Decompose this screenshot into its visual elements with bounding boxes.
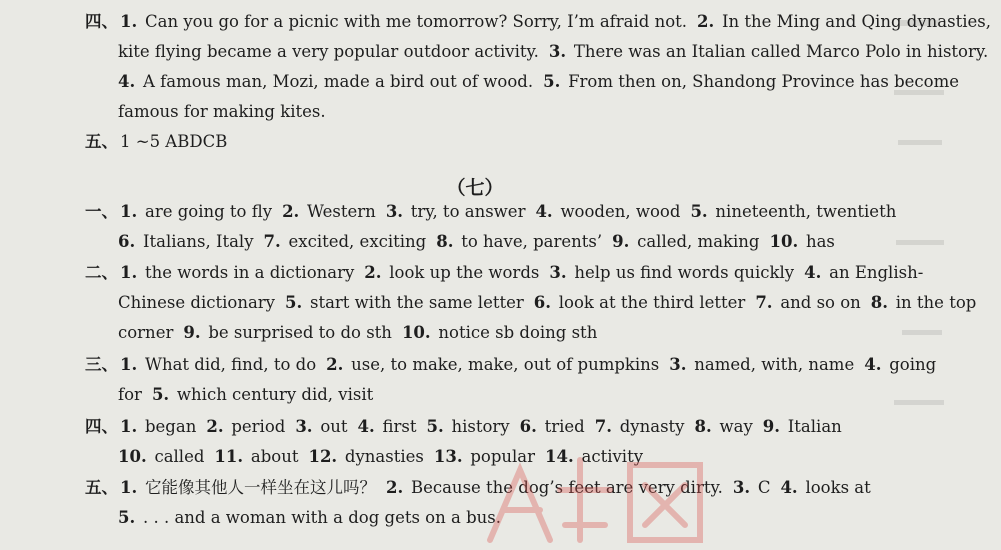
- item-number: 1.: [120, 12, 143, 31]
- item-number: 4.: [864, 355, 888, 374]
- answer-item: [697, 12, 991, 31]
- item-text: Can you go for a picnic with me tomorrow? Sorry, I’m afraid not.: [144, 12, 688, 31]
- answer-item: [118, 102, 326, 121]
- item-text: about: [250, 447, 299, 466]
- item-text: way: [719, 417, 753, 436]
- item-number: 2.: [697, 12, 720, 31]
- answer-item: [120, 263, 354, 282]
- answer-item: [118, 447, 204, 466]
- answer-line: [85, 417, 938, 437]
- item-number: 4.: [357, 417, 381, 436]
- item-text: Because the dog’s feet are very dirty.: [410, 478, 723, 497]
- item-text: 它能像其他人一样坐在这儿吗？: [144, 478, 376, 497]
- item-number: 2.: [364, 263, 388, 282]
- answer-item: [358, 417, 417, 436]
- item-text: nineteenth, twentieth: [715, 202, 897, 221]
- item-text: going: [889, 355, 937, 374]
- item-text: kite flying became a very popular outdoor activity.: [118, 42, 539, 61]
- item-number: 6.: [519, 417, 543, 436]
- item-number: 10.: [118, 447, 153, 466]
- item-text: notice sb doing sth: [438, 323, 598, 342]
- answer-line: [118, 385, 938, 405]
- section-label: 二、: [85, 263, 118, 282]
- item-number: 5.: [151, 385, 175, 404]
- answer-line: [85, 263, 938, 283]
- item-text: help us find words quickly: [574, 263, 795, 282]
- answer-item: [120, 132, 227, 151]
- section-label: 一、: [85, 202, 118, 221]
- item-text: Italian: [787, 417, 842, 436]
- item-text: In the Ming and Qing dynasties,: [722, 12, 991, 31]
- answer-line: [85, 12, 991, 32]
- answer-item: [534, 293, 746, 312]
- answer-item: [295, 417, 347, 436]
- item-number: 8.: [436, 232, 460, 251]
- item-text: the words in a dictionary: [144, 263, 355, 282]
- answer-item: [120, 12, 687, 31]
- answer-item: [118, 293, 275, 312]
- item-number: 6.: [533, 293, 557, 312]
- answer-line: [118, 72, 959, 92]
- item-number: 9.: [183, 323, 207, 342]
- item-number: 2.: [282, 202, 306, 221]
- item-text: dynasty: [619, 417, 685, 436]
- answer-item: [118, 72, 533, 91]
- item-number: 4.: [118, 72, 141, 91]
- answer-line: [85, 202, 938, 222]
- item-text: in the top: [895, 293, 977, 312]
- item-number: 6.: [118, 232, 141, 251]
- answer-item: [804, 263, 923, 282]
- answer-item: [733, 478, 771, 497]
- item-number: 8.: [694, 417, 718, 436]
- item-text: to have, parents’: [461, 232, 603, 251]
- answer-item: [152, 385, 373, 404]
- answer-item: [282, 202, 376, 221]
- item-number: 3.: [385, 202, 409, 221]
- answer-item: [118, 42, 539, 61]
- answer-line: [118, 293, 977, 313]
- item-number: 5.: [285, 293, 308, 312]
- answer-item: [549, 263, 794, 282]
- answer-item: [763, 417, 842, 436]
- answer-item: [386, 478, 723, 497]
- item-number: 2.: [385, 478, 409, 497]
- item-text: for: [118, 385, 142, 404]
- section-label: 五、: [85, 478, 118, 497]
- item-text: which century did, visit: [176, 385, 374, 404]
- item-number: 9.: [612, 232, 636, 251]
- item-number: 5.: [690, 202, 714, 221]
- answer-item: [120, 417, 196, 436]
- answer-item: [545, 447, 643, 466]
- item-text: There was an Italian called Marco Polo in history.: [573, 42, 989, 61]
- answer-item: [434, 447, 535, 466]
- answer-item: [118, 232, 254, 251]
- answer-item: [871, 293, 977, 312]
- item-number: 7.: [755, 293, 779, 312]
- item-number: 7.: [263, 232, 287, 251]
- item-number: 1.: [120, 355, 143, 374]
- item-text: looks at: [805, 478, 871, 497]
- item-text: use, to make, make, out of pumpkins: [351, 355, 660, 374]
- item-text: Western: [307, 202, 376, 221]
- item-text: start with the same letter: [309, 293, 524, 312]
- answer-item: [118, 385, 142, 404]
- item-number: 9.: [762, 417, 786, 436]
- answer-item: [120, 478, 376, 497]
- item-number: 4.: [804, 263, 828, 282]
- item-number: 3.: [549, 263, 573, 282]
- answer-item: [402, 323, 597, 342]
- answer-item: [535, 202, 680, 221]
- item-number: 10.: [769, 232, 804, 251]
- item-number: 12.: [308, 447, 343, 466]
- item-text: and so on: [780, 293, 861, 312]
- answer-line: [85, 478, 938, 498]
- answer-item: [386, 202, 526, 221]
- item-number: 13.: [433, 447, 469, 466]
- answer-item: [120, 355, 316, 374]
- answer-line: [118, 508, 938, 528]
- item-number: 5.: [543, 72, 567, 91]
- item-text: first: [382, 417, 417, 436]
- item-number: 4.: [780, 478, 804, 497]
- answer-item: [864, 355, 936, 374]
- item-text: an English-: [829, 263, 924, 282]
- answer-item: [755, 293, 860, 312]
- item-number: 5.: [426, 417, 450, 436]
- answer-line: [85, 132, 938, 152]
- answer-item: [612, 232, 759, 251]
- item-text: began: [144, 417, 197, 436]
- answer-item: [364, 263, 539, 282]
- answer-item: [264, 232, 427, 251]
- item-number: 1.: [120, 263, 143, 282]
- answer-item: [695, 417, 753, 436]
- answer-item: [549, 42, 988, 61]
- section-title: （七）: [446, 177, 504, 199]
- answer-line: [118, 102, 938, 122]
- item-text: What did, find, to do: [144, 355, 317, 374]
- item-text: named, with, name: [694, 355, 855, 374]
- answer-item: [120, 202, 272, 221]
- item-number: 11.: [214, 447, 249, 466]
- item-number: 2.: [206, 417, 230, 436]
- item-text: A famous man, Mozi, made a bird out of wood.: [142, 72, 534, 91]
- answer-item: [118, 508, 501, 527]
- item-text: out: [320, 417, 348, 436]
- answer-item: [308, 447, 423, 466]
- item-text: C: [757, 478, 771, 497]
- item-number: 4.: [535, 202, 559, 221]
- item-number: 5.: [118, 508, 141, 527]
- item-number: 3.: [295, 417, 319, 436]
- item-text: look at the third letter: [558, 293, 746, 312]
- answer-item: [427, 417, 510, 436]
- item-text: wooden, wood: [560, 202, 681, 221]
- section-label: 五、: [85, 132, 118, 151]
- item-text: history: [451, 417, 510, 436]
- item-text: famous for making kites.: [118, 102, 326, 121]
- item-text: called, making: [637, 232, 760, 251]
- item-number: 1.: [120, 202, 143, 221]
- answer-item: [595, 417, 685, 436]
- item-number: 1.: [120, 478, 143, 497]
- answer-line: [85, 355, 938, 375]
- item-number: 7.: [594, 417, 618, 436]
- answer-item: [214, 447, 298, 466]
- item-text: popular: [470, 447, 536, 466]
- item-text: excited, exciting: [288, 232, 427, 251]
- item-number: 3.: [548, 42, 572, 61]
- answer-item: [690, 202, 896, 221]
- section-label: 三、: [85, 355, 118, 374]
- item-number: 10.: [401, 323, 437, 342]
- item-text: . . . and a woman with a dog gets on a bus.: [142, 508, 501, 527]
- answer-item: [183, 323, 392, 342]
- item-text: tried: [544, 417, 585, 436]
- item-text: Italians, Italy: [142, 232, 254, 251]
- answer-item: [206, 417, 285, 436]
- answer-item: [436, 232, 602, 251]
- section-label: 四、: [85, 417, 118, 436]
- answer-line: [118, 42, 989, 62]
- answer-item: [780, 478, 870, 497]
- item-text: called: [154, 447, 205, 466]
- answer-line: [118, 323, 938, 343]
- answer-item: [520, 417, 585, 436]
- answer-item: [669, 355, 854, 374]
- item-text: try, to answer: [410, 202, 526, 221]
- item-number: 14.: [545, 447, 580, 466]
- answer-item: [326, 355, 659, 374]
- item-text: has: [805, 232, 835, 251]
- answer-line: [118, 232, 938, 252]
- item-number: 1.: [120, 417, 143, 436]
- item-text: corner: [118, 323, 174, 342]
- item-text: be surprised to do sth: [208, 323, 392, 342]
- answer-item: [543, 72, 959, 91]
- item-number: 3.: [669, 355, 693, 374]
- answer-line: [118, 447, 938, 467]
- item-text: period: [231, 417, 286, 436]
- item-number: 8.: [870, 293, 894, 312]
- section-label: 四、: [85, 12, 118, 31]
- answer-item: [285, 293, 524, 312]
- item-number: 3.: [732, 478, 756, 497]
- item-text: 1 ~5 ABDCB: [120, 132, 228, 151]
- item-text: Chinese dictionary: [118, 293, 275, 312]
- item-text: From then on, Shandong Province has become: [568, 72, 959, 91]
- item-number: 2.: [326, 355, 350, 374]
- item-text: dynasties: [344, 447, 424, 466]
- answer-item: [770, 232, 835, 251]
- answer-item: [118, 323, 173, 342]
- item-text: are going to fly: [144, 202, 273, 221]
- item-text: activity: [581, 447, 644, 466]
- item-text: look up the words: [389, 263, 540, 282]
